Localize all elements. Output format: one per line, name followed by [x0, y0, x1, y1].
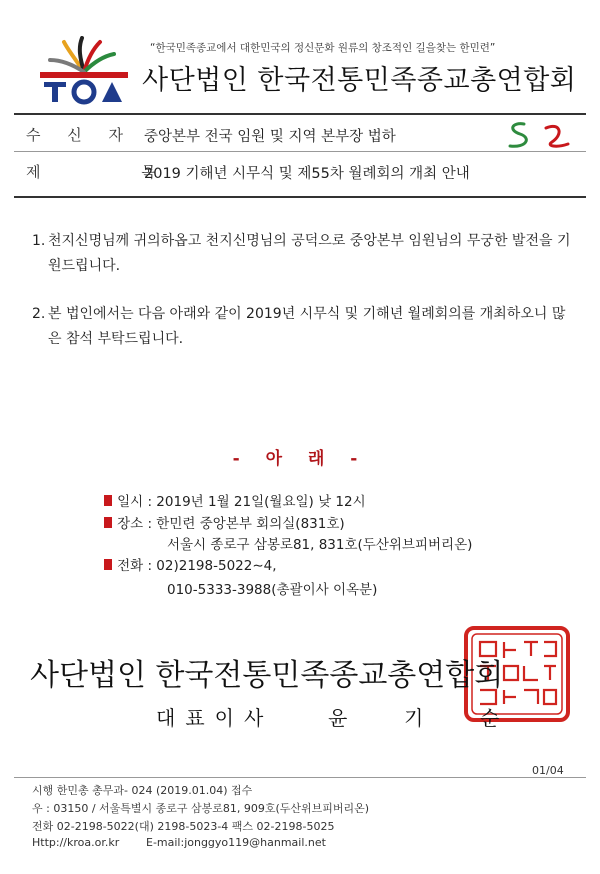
detail-phone-row	[104, 554, 277, 574]
detail-place: 장소 : 한민련 중앙본부 회의실(831호)	[117, 516, 345, 532]
organization-logo	[38, 36, 130, 106]
footer-email-link[interactable]: E-mail:jonggyo119@hanmail.net	[146, 836, 326, 849]
footer-doc-number: 시행 한민총 총무과- 024 (2019.01.04) 접수	[32, 784, 253, 797]
red-bullet-icon	[104, 495, 112, 506]
subject-value: 2019 기해년 시무식 및 제55차 월례회의 개최 안내	[144, 166, 470, 182]
section-heading: - 아 래 -	[232, 449, 368, 469]
ceo-title: 대표이사	[156, 706, 274, 730]
detail-date: 일시 : 2019년 1월 21일(월요일) 낮 12시	[117, 494, 366, 510]
detail-place-row	[104, 512, 345, 532]
paragraph-1-number: 1.	[32, 233, 46, 249]
subject-label: 제 목	[26, 163, 204, 181]
paragraph-2-text: 본 법인에서는 다음 아래와 같이 2019년 시무식 및 기해년 월례회의를 개최하오니 많은 참석 부탁드립니다.	[48, 306, 566, 347]
detail-date-row	[104, 490, 366, 510]
paragraph-2-number: 2.	[32, 306, 46, 322]
ceo-name-char-2: 기	[404, 706, 424, 730]
paragraph-1-text: 천지신명님께 귀의하옵고 천지신명님의 공덕으로 중앙본부 임원님의 무궁한 발전을 기원드립니다.	[48, 233, 571, 274]
detail-address: 서울시 종로구 삼봉로81, 831호(두산위브피버리온)	[167, 537, 473, 553]
handwritten-sign-mark	[506, 118, 572, 154]
header-divider	[14, 113, 586, 115]
footer-address: 우 : 03150 / 서울특별시 종로구 삼봉로81, 909호(두산위브피버리온)	[32, 802, 370, 815]
organization-name-header: 사단법인 한국전통민족종교총연합회	[142, 65, 577, 96]
footer-contact: 전화 02-2198-5022(대) 2198-5023-4 팩스 02-2198-5025	[32, 820, 335, 833]
footer-website-link[interactable]: Http://kroa.or.kr	[32, 836, 120, 849]
slogan: “한국민족종교에서 대한민국의 정신문화 원류의 창조적인 길을찾는 한민련”	[150, 42, 496, 54]
organization-name-signature: 사단법인 한국전통민족종교총연합회	[30, 658, 504, 693]
detail-mobile: 010-5333-3988(총괄이사 이옥분)	[167, 582, 378, 598]
red-bullet-icon	[104, 559, 112, 570]
ceo-name-char-1: 윤	[328, 706, 348, 730]
meta-divider	[14, 151, 586, 152]
footer-divider	[14, 777, 586, 778]
page-number: 01/04	[532, 764, 564, 777]
recipient-label: 수 신 자	[26, 126, 135, 144]
red-bullet-icon	[104, 517, 112, 528]
detail-phone: 전화 : 02)2198-5022∼4,	[117, 558, 277, 574]
subject-divider	[14, 196, 586, 198]
paragraph-2	[32, 302, 572, 352]
ceo-name-char-3: 순	[480, 706, 500, 730]
paragraph-1	[32, 229, 572, 279]
recipient-value: 중앙본부 전국 임원 및 지역 본부장 법하	[144, 129, 396, 145]
